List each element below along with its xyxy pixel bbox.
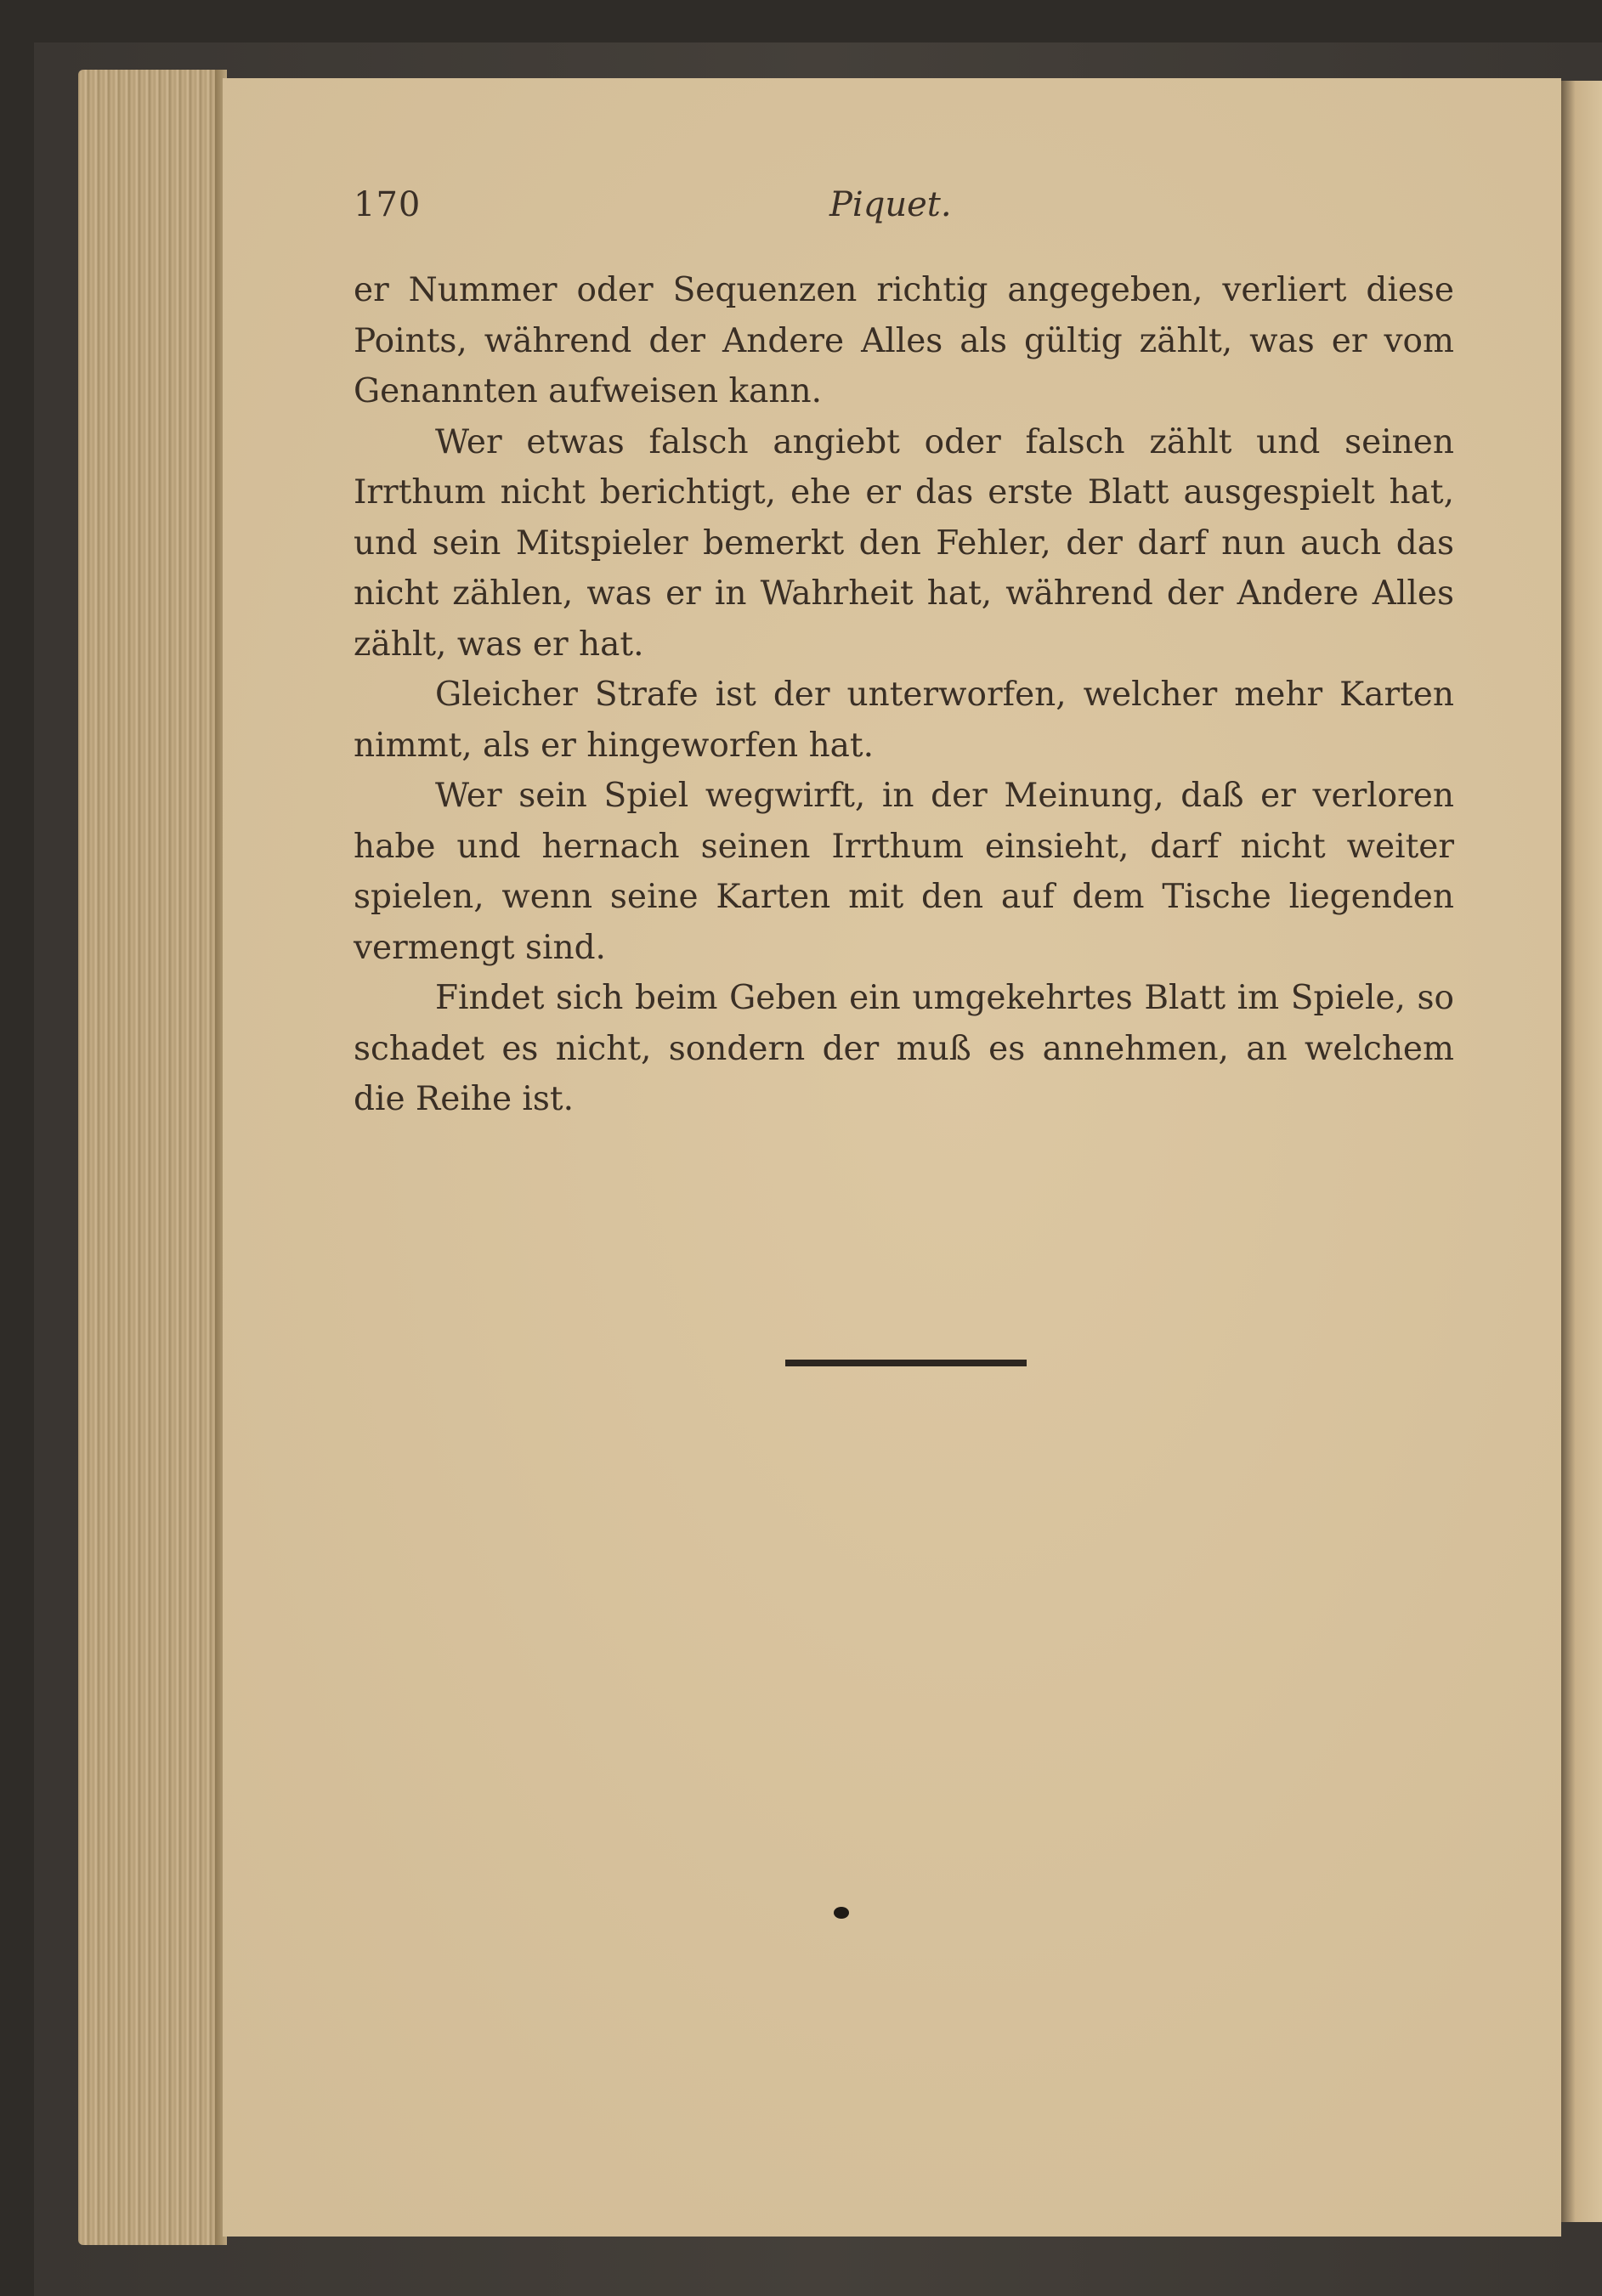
page-number: 170 [354, 185, 422, 224]
paragraph-4: Wer sein Spiel wegwirft, in der Meinung, daß er verloren habe und hernach seinen Irrthum einsieht, darf nicht weiter spielen, wenn seine Karten mit den auf dem Tische liegenden vermengt sind. [354, 777, 1454, 967]
paragraph-1: er Nummer oder Sequenzen richtig angegeben, verliert diese Points, während der Andere Alles als gültig zählt, was er vom Genannten aufweisen kann. [354, 271, 1454, 410]
running-title: Piquet. [829, 185, 952, 224]
ink-speck [834, 1907, 849, 1919]
paragraph-5: Findet sich beim Geben ein umgekehrtes Blatt im Spiele, so schadet es nicht, sondern der muß es annehmen, an welchem die Reihe ist. [354, 979, 1454, 1118]
page-body [354, 265, 1454, 1125]
page-header [354, 185, 1458, 236]
section-end-rule [785, 1360, 1027, 1366]
paragraph-3: Gleicher Strafe ist der unterworfen, welcher mehr Karten nimmt, als er hingeworfen hat. [354, 676, 1454, 765]
page-edges [78, 70, 227, 2245]
next-page-edge [1561, 81, 1602, 2222]
paragraph-2: Wer etwas falsch angiebt oder falsch zählt und seinen Irrthum nicht berichtigt, ehe er das erste Blatt ausgespielt hat, und sein Mitspieler bemerkt den Fehler, der darf nun auch das nicht zählen, was er in Wahrheit hat, während der Andere Alles zählt, was er hat. [354, 422, 1454, 664]
